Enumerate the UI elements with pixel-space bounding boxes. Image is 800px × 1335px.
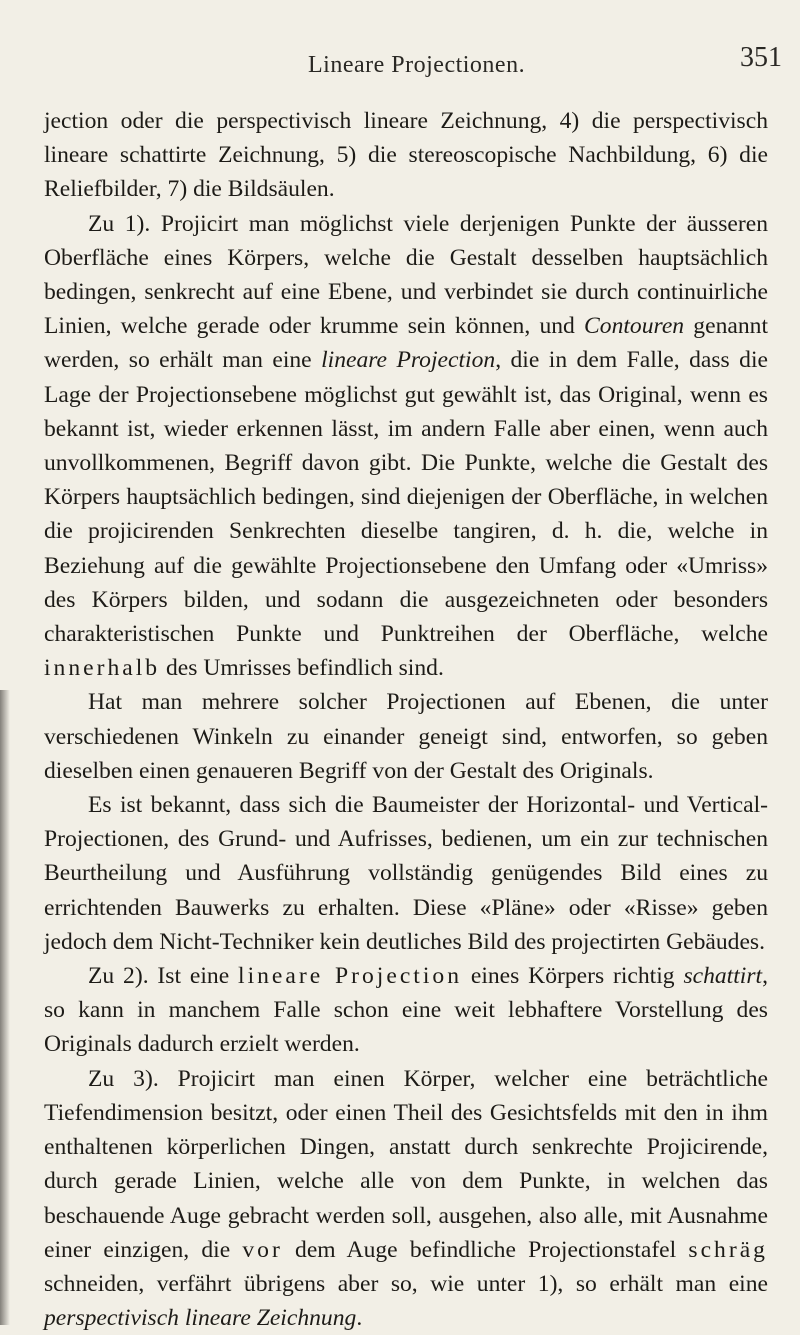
term-vor: vor xyxy=(242,1236,283,1263)
paragraph-zu-1: Zu 1). Projicirt man möglichst viele derjenigen Punkte der äusseren Oberfläche eines Körpers, welche die Gestalt desselben hauptsächlich bedingen, senkrecht auf eine Ebene, und verbindet sie durch continuirliche Linien, welche gerade oder krumme sein können, und Contouren genannt werden, so erhält man eine lineare Projection, die in dem Falle, dass die Lage der Projectionsebene möglichst gut gewählt ist, das Original, wenn es bekannt ist, wieder erkennen lässt, im andern Falle aber einen, wenn auch unvollkommenen, Begriff davon gibt. Die Punkte, welche die Gestalt des Körpers hauptsächlich bedingen, sind diejenigen der Oberfläche, in welchen die projicirenden Senkrechten dieselbe tangiren, d. h. die, welche in Beziehung auf die gewählte Projectionsebene den Umfang oder «Umriss» des Körpers bilden, und sodann die ausgezeichneten oder besonders charakteristischen Punkte und Punktreihen der Oberfläche, welche innerhalb des Umrisses befindlich sind. xyxy=(44,210,768,682)
page-number: 351 xyxy=(740,42,782,73)
term-lineare-projection-spaced: lineare Projection xyxy=(238,963,463,990)
running-head xyxy=(0,42,800,92)
paragraph-zu-2: Zu 2). Ist eine lineare Projection eines Körpers richtig schattirt, so kann in manchem Falle schon eine weit lebhaftere Vorstellung des Originals dadurch erzielt werden. xyxy=(44,963,768,1058)
page-edge-shadow xyxy=(0,690,10,1325)
paragraph-zu-3: Zu 3). Projicirt man einen Körper, welcher eine beträchtliche Tiefendimension besitzt, oder einen Theil des Gesichtsfelds mit den in ihm enthaltenen körperlichen Dingen, anstatt durch senkrechte Projicirende, durch gerade Linien, welche alle von dem Punkte, in welchen das beschauende Auge gebracht werden soll, ausgehen, also alle, mit Ausnahme einer einzigen, die vor dem Auge befindliche Projectionstafel schräg schneiden, verfährt übrigens aber so, wie unter 1), so erhält man eine perspectivisch lineare Zeichnung. xyxy=(44,1065,768,1332)
running-title: Lineare Projectionen. xyxy=(308,52,526,78)
term-schraeg: schräg xyxy=(688,1236,768,1263)
term-perspectivisch-lineare-zeichnung: perspectivisch lineare Zeichnung xyxy=(44,1305,357,1332)
paragraph-mehrere-projectionen: Hat man mehrere solcher Projectionen auf Ebenen, die unter verschiedenen Winkeln zu einander geneigt sind, entworfen, so geben dieselben einen genaueren Begriff von der Gestalt des Originals. xyxy=(44,689,768,784)
body-text xyxy=(44,104,768,1335)
paragraph-continuation: jection oder die perspectivisch lineare Zeichnung, 4) die perspectivisch lineare schattirte Zeichnung, 5) die stereoscopische Nachbildung, 6) die Reliefbilder, 7) die Bildsäulen. xyxy=(44,108,768,203)
term-innerhalb: innerhalb xyxy=(44,655,161,682)
term-contouren: Contouren xyxy=(584,313,685,340)
term-schattirt: schattirt xyxy=(683,963,763,990)
term-lineare-projection: lineare Projection xyxy=(321,347,496,374)
paragraph-baumeister: Es ist bekannt, dass sich die Baumeister der Horizontal- und Vertical-Projectionen, des Grund- und Aufrisses, bedienen, um ein zur technischen Beurtheilung und Ausführung vollständig genügendes Bild eines zu errichtenden Bauwerks zu erhalten. Diese «Pläne» oder «Risse» geben jedoch dem Nicht-Techniker kein deutliches Bild des projectirten Gebäudes. xyxy=(44,792,768,955)
